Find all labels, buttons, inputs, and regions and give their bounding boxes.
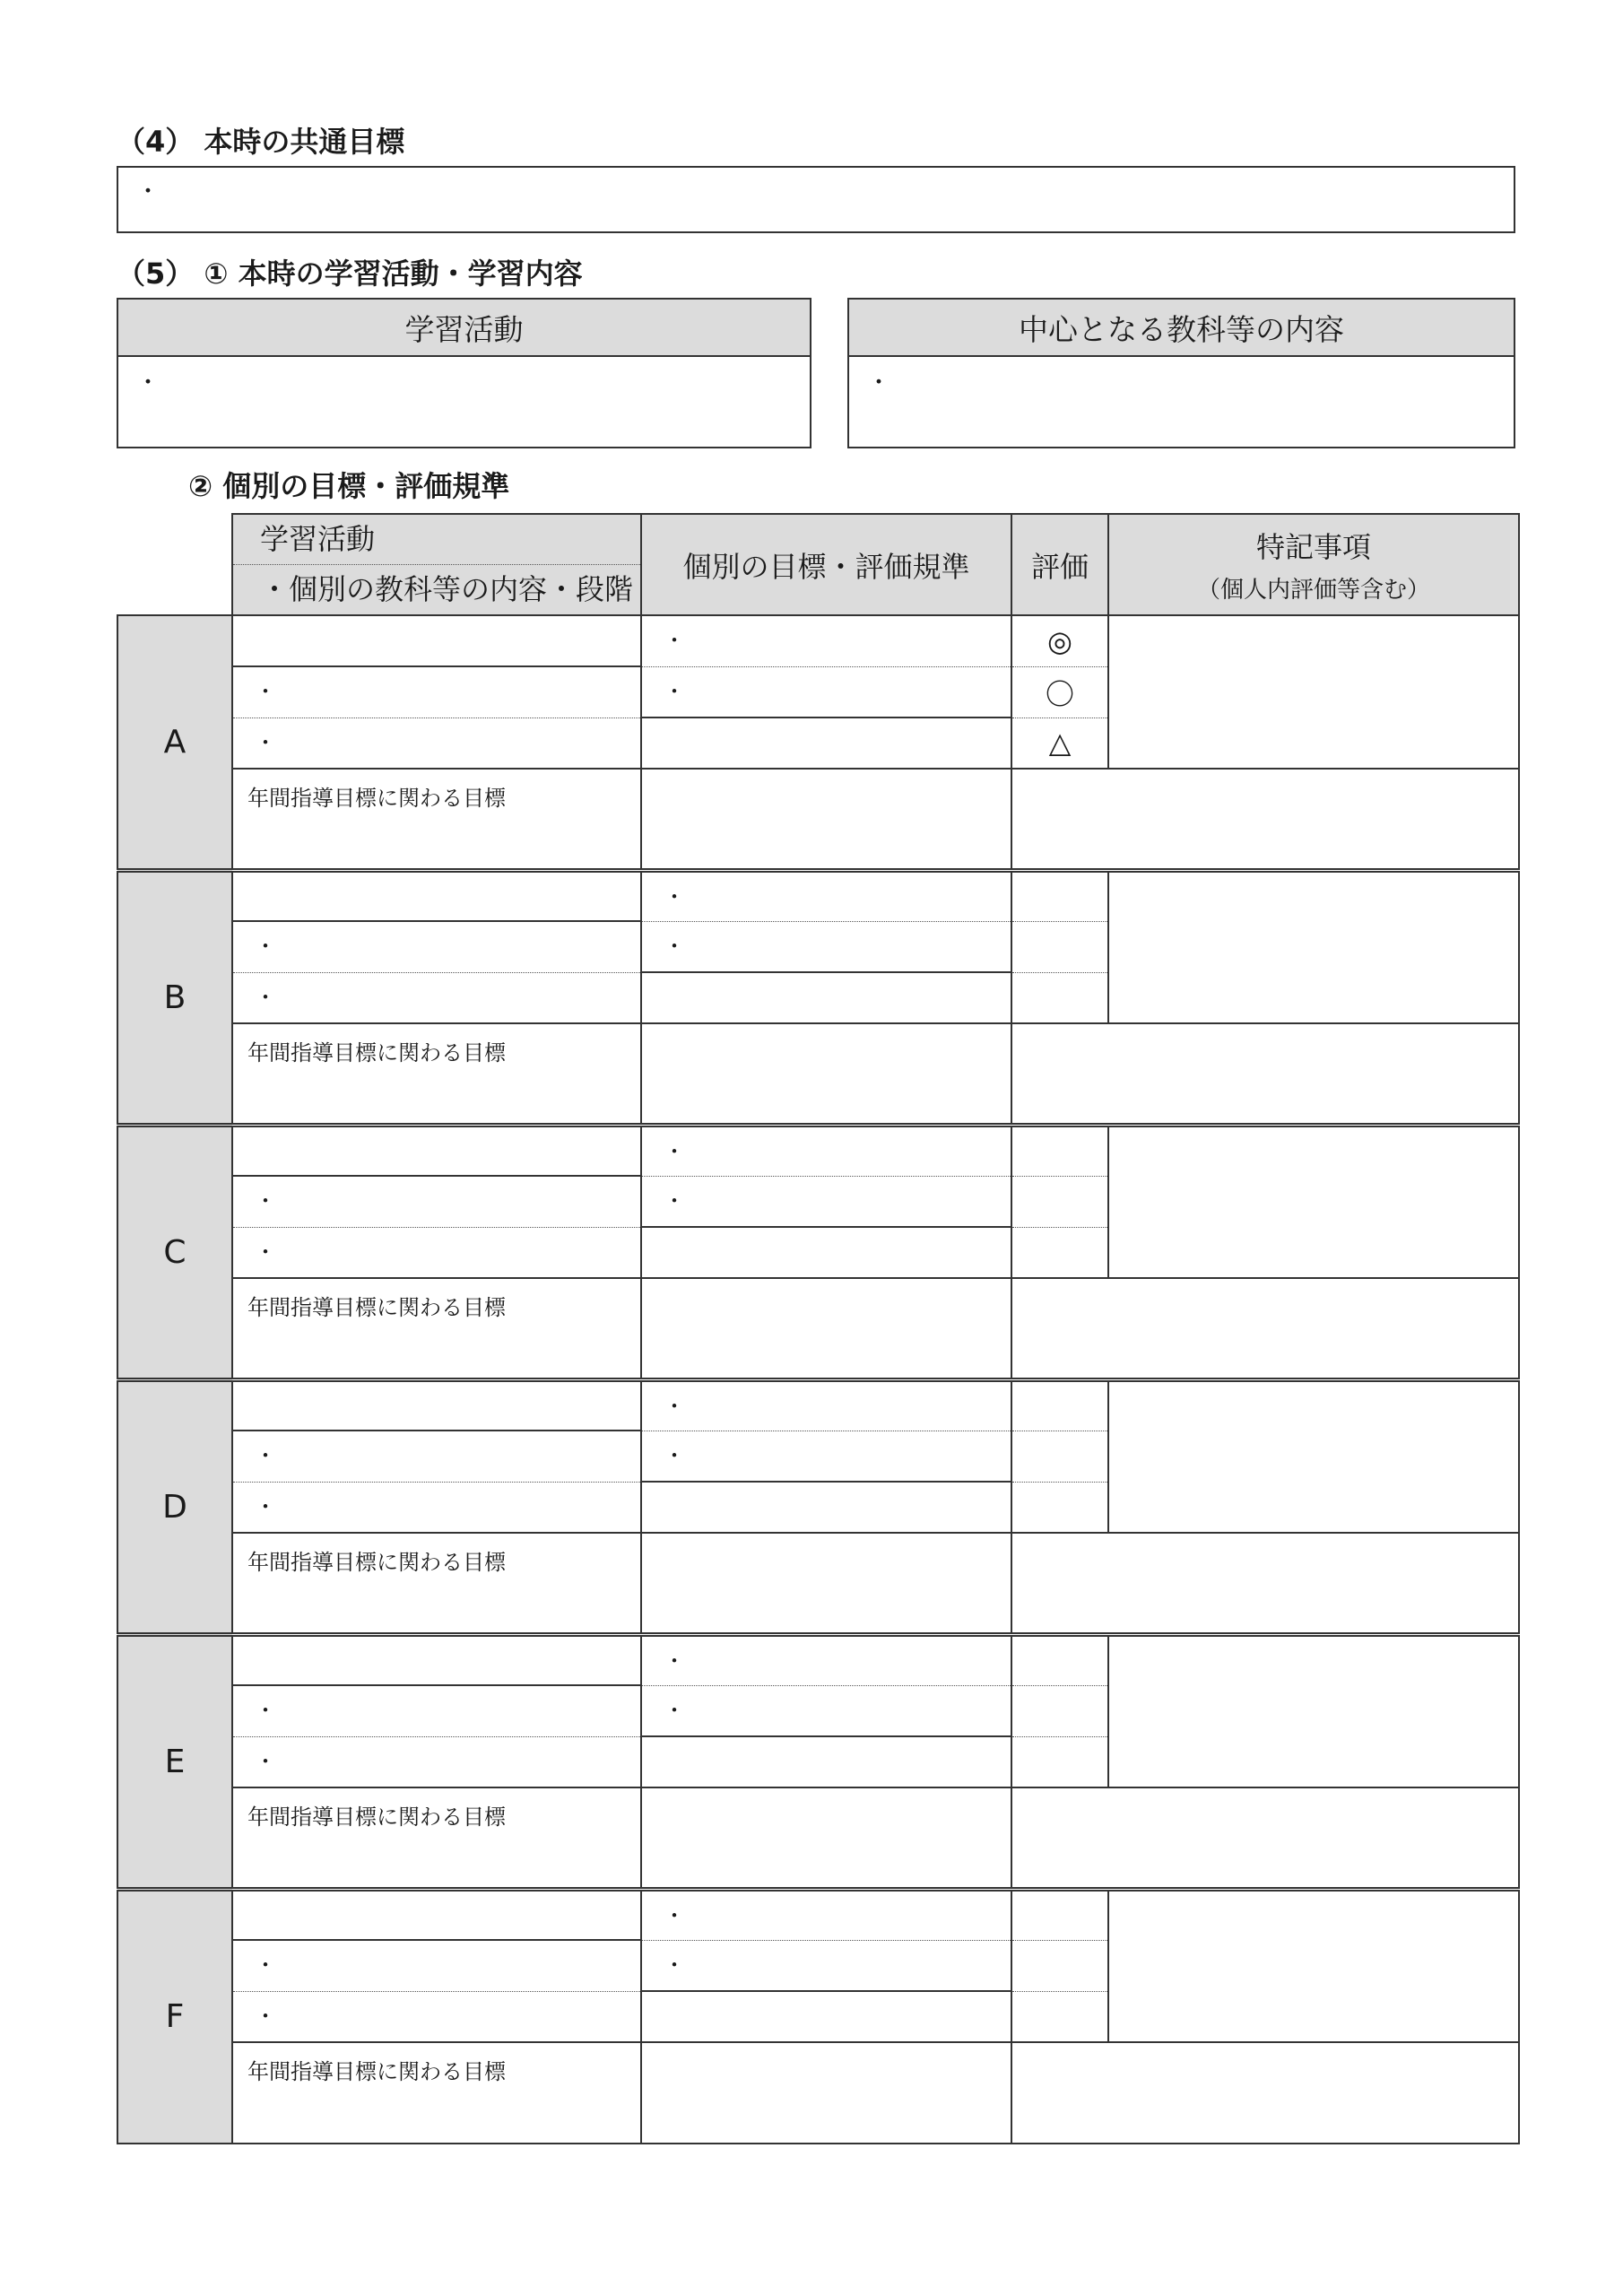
eval-cell[interactable] [1011,1736,1108,1787]
activity-cell[interactable] [232,1685,641,1736]
eval-cell[interactable] [1011,615,1108,666]
goal-bullet: ・ [664,883,685,909]
goal-cell[interactable] [641,1940,1011,1991]
goal-bullet: ・ [664,1648,685,1674]
learning-activity-bullet[interactable]: ・ [136,370,161,396]
table-row [117,1533,1519,1634]
eval-cell[interactable] [1011,666,1108,718]
section4-heading: （4） 本時の共通目標 [117,125,405,159]
goal-cell[interactable] [641,1379,1011,1431]
activity-bullet: ・ [255,1748,276,1774]
subject-content-header: 中心となる教科等の内容 [849,300,1514,357]
eval-cell[interactable] [1011,1379,1108,1431]
notes-cell[interactable] [1108,1125,1519,1278]
activity-cell[interactable] [232,1736,641,1787]
annual-goal-label: 年間指導目標に関わる目標 [247,2059,506,2084]
goal-bullet: ・ [664,1442,685,1468]
annual-goal-label: 年間指導目標に関わる目標 [247,1040,506,1065]
eval-cell[interactable] [1011,972,1108,1023]
activity-bullet: ・ [255,1188,276,1213]
table-row [117,1634,1519,1685]
activity-cell[interactable] [232,870,641,921]
goal-cell[interactable] [641,870,1011,921]
goal-bullet: ・ [664,628,685,653]
learning-activity-header: 学習活動 [118,300,810,357]
activity-cell[interactable] [232,1227,641,1278]
activity-bullet: ・ [255,679,276,704]
eval-cell[interactable] [1011,1482,1108,1533]
activity-bullet: ・ [255,1493,276,1519]
goal-cell[interactable] [641,921,1011,972]
activity-bullet: ・ [255,2003,276,2029]
annual-goal-label: 年間指導目標に関わる目標 [247,1805,506,1830]
goal-cell[interactable] [641,615,1011,666]
eval-cell[interactable] [1011,870,1108,921]
goal-cell[interactable] [641,1176,1011,1227]
annual-notes-cell[interactable] [1011,1787,1519,1889]
eval-cell[interactable] [1011,1685,1108,1736]
notes-cell[interactable] [1108,1634,1519,1787]
goal-bullet: ・ [664,1393,685,1419]
annual-goal-label-cell [232,1787,641,1889]
eval-cell[interactable] [1011,1634,1108,1685]
annual-goal-label: 年間指導目標に関わる目標 [247,1295,506,1320]
eval-cell[interactable] [1011,921,1108,972]
goal-bullet: ・ [664,933,685,959]
activity-bullet: ・ [255,984,276,1010]
annual-goal-label-cell [232,2042,641,2144]
eval-mark: ◎ [1047,623,1072,658]
eval-cell[interactable] [1011,1176,1108,1227]
activity-cell[interactable] [232,1634,641,1685]
goal-bullet: ・ [664,1138,685,1164]
goal-cell[interactable] [641,1227,1011,1278]
annual-goal-cell[interactable] [641,2042,1011,2144]
activity-bullet: ・ [255,934,276,959]
goal-cell[interactable] [641,1736,1011,1787]
goal-cell[interactable] [641,666,1011,718]
table-row [117,1379,1519,1431]
activity-bullet: ・ [255,1443,276,1468]
header-subject-stage: ・個別の教科等の内容・段階 [260,572,634,606]
activity-cell[interactable] [232,1176,641,1227]
goal-cell[interactable] [641,1991,1011,2042]
table-row [117,2042,1519,2144]
eval-cell[interactable] [1011,1940,1108,1991]
header-activity-cell [232,514,641,615]
annual-goal-label-cell [232,1278,641,1379]
eval-cell[interactable] [1011,1125,1108,1176]
subject-content-box [847,298,1515,448]
table-row [117,870,1519,921]
annual-notes-cell[interactable] [1011,769,1519,870]
annual-goal-label: 年間指導目標に関わる目標 [247,786,506,811]
activity-cell[interactable] [232,718,641,769]
activity-cell[interactable] [232,1125,641,1176]
header-notes-sub: （個人内評価等含む） [1196,577,1430,604]
subject-content-bullet[interactable]: ・ [867,370,891,396]
notes-cell[interactable] [1108,615,1519,769]
annual-notes-cell[interactable] [1011,1278,1519,1379]
goal-cell[interactable] [641,1685,1011,1736]
eval-mark: 〇 [1045,676,1074,711]
notes-cell[interactable] [1108,1889,1519,2042]
table-row [117,1889,1519,1940]
goal-cell[interactable] [641,718,1011,769]
header-notes: 特記事項 [1255,530,1371,564]
goal-cell[interactable] [641,972,1011,1023]
table-header-row [117,514,1519,615]
goal-bullet: ・ [664,1952,685,1978]
annual-goal-label-cell [232,1533,641,1634]
table-row [117,615,1519,666]
activity-cell[interactable] [232,1379,641,1431]
notes-cell[interactable] [1108,1379,1519,1533]
activity-bullet: ・ [255,1952,276,1978]
common-goal-box[interactable] [117,166,1515,233]
individual-goals-table [117,513,1520,2144]
activity-cell[interactable] [232,1991,641,2042]
activity-cell[interactable] [232,1889,641,1940]
header-goal-criteria: 個別の目標・評価規準 [641,514,1011,615]
goal-bullet: ・ [664,1902,685,1928]
annual-notes-cell[interactable] [1011,2042,1519,2144]
activity-cell[interactable] [232,1431,641,1482]
table-row [117,1125,1519,1176]
eval-cell[interactable] [1011,1991,1108,2042]
eval-cell[interactable] [1011,718,1108,769]
table-row [117,1278,1519,1379]
activity-cell[interactable] [232,666,641,718]
eval-cell[interactable] [1011,1889,1108,1940]
common-goal-bullet: ・ [136,178,161,205]
activity-cell[interactable] [232,615,641,666]
annual-goal-cell[interactable] [641,1533,1011,1634]
goal-bullet: ・ [664,678,685,704]
table-row [117,769,1519,870]
activity-cell[interactable] [232,972,641,1023]
student-label: C [117,1125,232,1379]
section5-heading: （5） ① 本時の学習活動・学習内容 [117,257,583,291]
annual-goal-cell[interactable] [641,1023,1011,1125]
eval-cell[interactable] [1011,1431,1108,1482]
notes-cell[interactable] [1108,870,1519,1023]
goal-cell[interactable] [641,1634,1011,1685]
annual-notes-cell[interactable] [1011,1023,1519,1125]
activity-cell[interactable] [232,1940,641,1991]
eval-cell[interactable] [1011,1227,1108,1278]
student-label: B [117,870,232,1125]
annual-goal-label-cell [232,1023,641,1125]
learning-activity-box [117,298,812,448]
header-notes-cell [1108,514,1519,615]
annual-goal-cell[interactable] [641,1787,1011,1889]
eval-mark: △ [1048,726,1072,761]
activity-bullet: ・ [255,1239,276,1265]
goal-cell[interactable] [641,1431,1011,1482]
annual-goal-cell[interactable] [641,769,1011,870]
student-label: A [117,615,232,870]
activity-bullet: ・ [255,729,276,755]
activity-bullet: ・ [255,1698,276,1723]
header-activity: 学習活動 [233,515,640,565]
table-row [117,1787,1519,1889]
goal-cell[interactable] [641,1482,1011,1533]
activity-cell[interactable] [232,1482,641,1533]
goal-cell[interactable] [641,1125,1011,1176]
annual-notes-cell[interactable] [1011,1533,1519,1634]
student-label: E [117,1634,232,1889]
goal-bullet: ・ [664,1697,685,1723]
activity-cell[interactable] [232,921,641,972]
goal-bullet: ・ [664,1187,685,1213]
header-evaluation: 評価 [1011,514,1108,615]
student-label: D [117,1379,232,1634]
goal-cell[interactable] [641,1889,1011,1940]
student-label: F [117,1889,232,2144]
annual-goal-cell[interactable] [641,1278,1011,1379]
section5-2-heading: ② 個別の目標・評価規準 [188,469,510,503]
annual-goal-label: 年間指導目標に関わる目標 [247,1550,506,1575]
table-row [117,1023,1519,1125]
annual-goal-label-cell [232,769,641,870]
